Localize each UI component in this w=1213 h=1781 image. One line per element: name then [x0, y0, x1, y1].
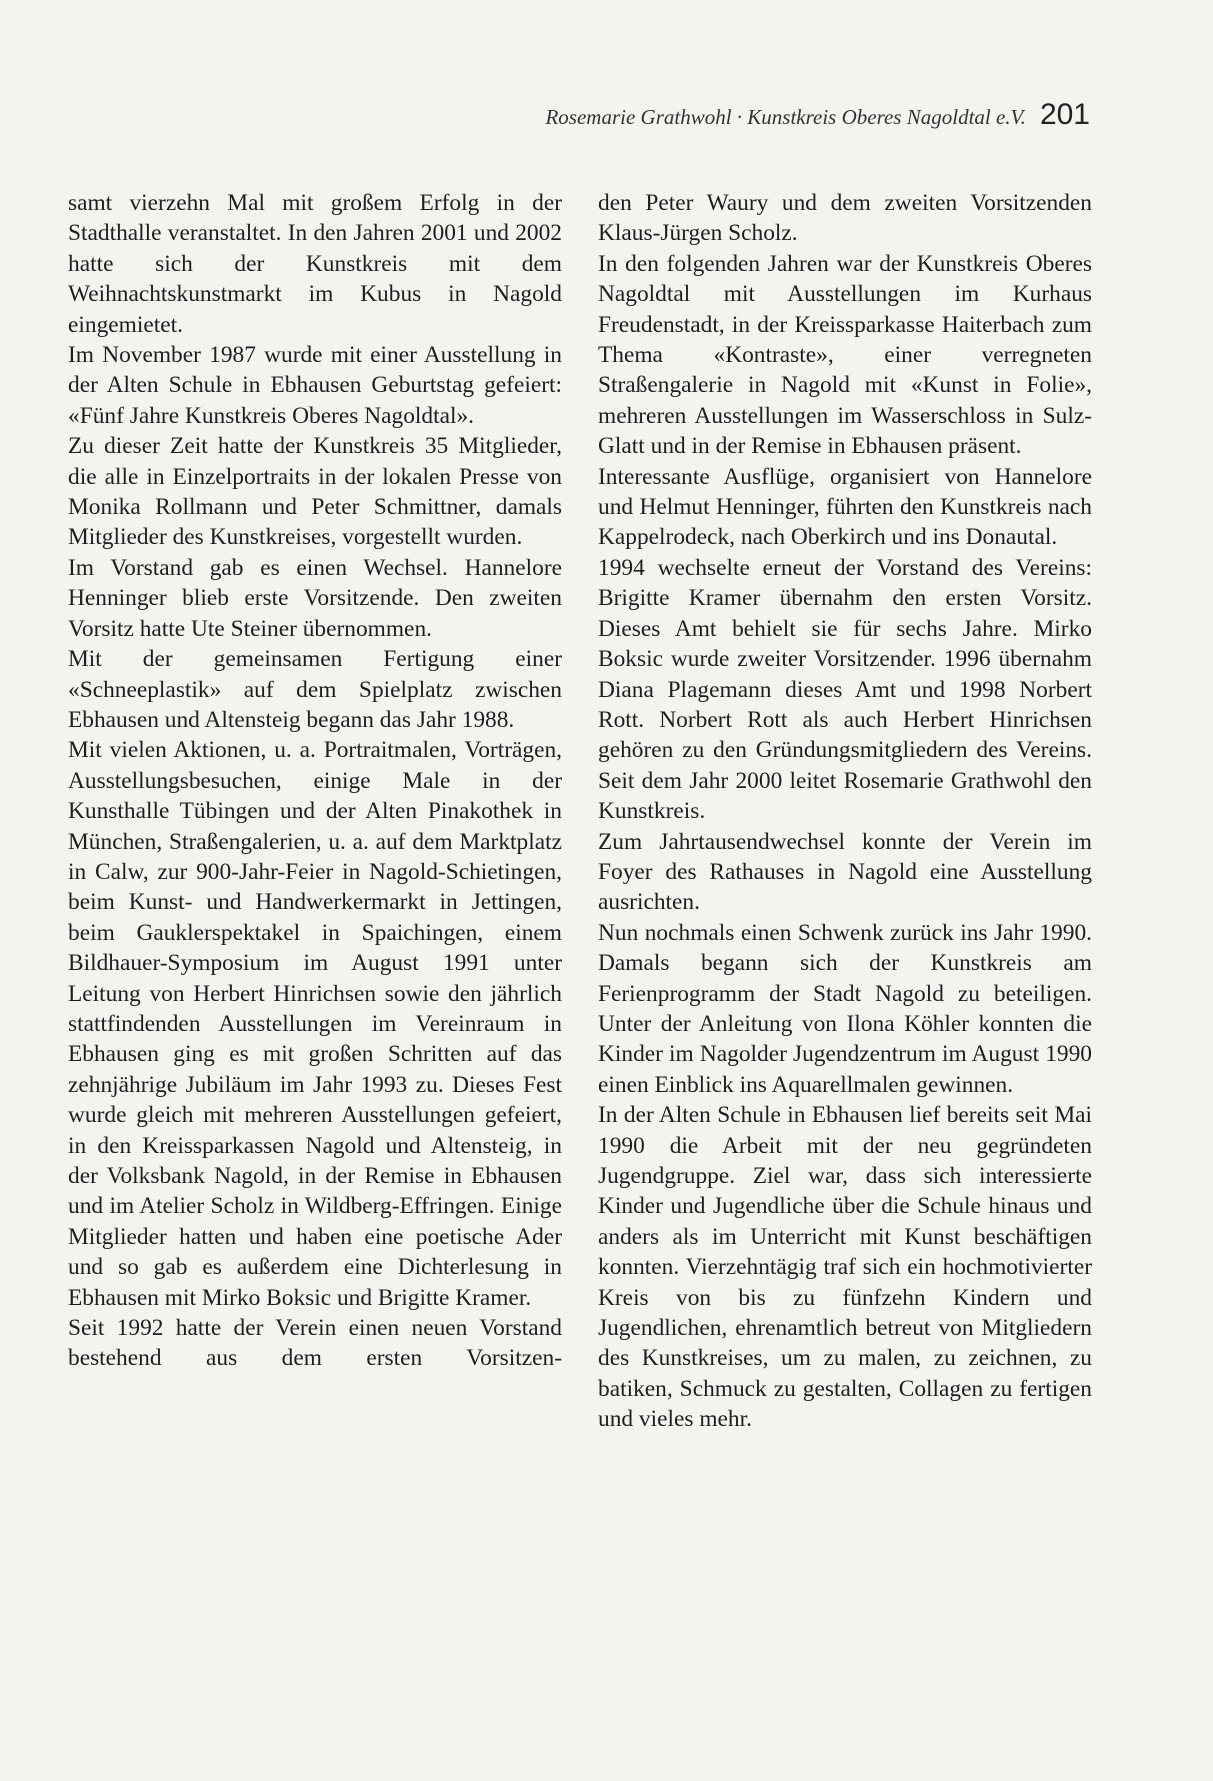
- page-header: [440, 98, 1090, 142]
- paragraph: Mit vielen Aktionen, u. a. Portraitmalen, Vorträgen, Ausstellungsbesuchen, einige Male in der Kunsthalle Tübingen und der Alten Pinakothek in München, Straßengalerien, u. a. auf dem Marktplatz in Calw, zur 900-Jahr-Feier in Nagold-Schietingen, beim Kunst- und Handwerkermarkt in Jettingen, beim Gauklerspektakel in Spaichingen, einem Bildhauer-Symposium im August 1991 unter Leitung von Herbert Hinrichsen sowie den jährlich stattfindenden Ausstellungen im Vereinraum in Ebhausen ging es mit großen Schritten auf das zehnjährige Jubiläum im Jahr 1993 zu. Dieses Fest wurde gleich mit mehreren Ausstellungen gefeiert, in den Kreissparkassen Nagold und Altensteig, in der Volksbank Nagold, in der Remise in Ebhausen und im Atelier Scholz in Wildberg-Effringen. Einige Mitglieder hatten und haben eine poetische Ader und so gab es außerdem eine Dichterlesung in Ebhausen mit Mirko Boksic und Brigitte Kramer.: [68, 737, 562, 1311]
- paragraph: samt vierzehn Mal mit großem Erfolg in der Stadthalle veranstaltet. In den Jahren 2001 und 2002 hatte sich der Kunstkreis mit dem Weihnachtskunstmarkt im Kubus in Nagold eingemietet.: [68, 190, 562, 338]
- paragraph: Zum Jahrtausendwechsel konnte der Verein im Foyer des Rathauses in Nagold eine Ausstellung ausrichten.: [598, 828, 1092, 916]
- paragraph: In der Alten Schule in Ebhausen lief bereits seit Mai 1990 die Arbeit mit der neu gegründeten Jugendgruppe. Ziel war, dass sich interessierte Kinder und Jugendliche über die Schule hinaus und anders als im Unterricht mit Kunst beschäftigen konnten. Vierzehntägig traf sich ein hochmotivierter Kreis von bis zu fünfzehn Kindern und Jugendlichen, ehrenamtlich betreut von Mitgliedern des Kunstkreises, um zu malen, zu zeichnen, zu batiken, Schmuck zu gestalten, Collagen zu fertigen und vieles mehr.: [598, 1102, 1092, 1433]
- left-column: [68, 188, 562, 1374]
- paragraph: Im November 1987 wurde mit einer Ausstellung in der Alten Schule in Ebhausen Geburtstag gefeiert: «Fünf Jahre Kunstkreis Oberes Nagoldtal».: [68, 342, 562, 429]
- paragraph: Nun nochmals einen Schwenk zurück ins Jahr 1990. Damals begann sich der Kunstkreis am Ferienprogramm der Stadt Nagold zu beteiligen. Unter der Anleitung von Ilona Köhler konnten die Kinder im Nagolder Jugendzentrum im August 1990 einen Einblick ins Aquarellmalen gewinnen.: [598, 919, 1092, 1098]
- page-number: 201: [1039, 98, 1090, 131]
- paragraph: Mit der gemeinsamen Fertigung einer «Schneeplastik» auf dem Spielplatz zwischen Ebhausen und Altensteig begann das Jahr 1988.: [68, 646, 562, 733]
- running-head: Rosemarie Grathwohl · Kunstkreis Oberes Nagoldtal e.V.: [545, 105, 1026, 129]
- paragraph: den Peter Waury und dem zweiten Vorsitzenden Klaus-Jürgen Scholz.: [598, 190, 1092, 247]
- paragraph: Zu dieser Zeit hatte der Kunstkreis 35 Mitglieder, die alle in Einzelportraits in der lokalen Presse von Monika Rollmann und Peter Schmittner, damals Mitglieder des Kunstkreises, vorgestellt wurden.: [68, 433, 562, 551]
- paragraph: Seit 1992 hatte der Verein einen neuen Vorstand bestehend aus dem ersten Vorsitzen-: [68, 1315, 562, 1372]
- paragraph: Im Vorstand gab es einen Wechsel. Hannelore Henninger blieb erste Vorsitzende. Den zweiten Vorsitz hatte Ute Steiner übernommen.: [68, 554, 562, 642]
- paragraph: In den folgenden Jahren war der Kunstkreis Oberes Nagoldtal mit Ausstellungen im Kurhaus Freudenstadt, in der Kreissparkasse Haiterbach zum Thema «Kontraste», einer verregneten Straßengalerie in Nagold mit «Kunst in Folie», mehreren Ausstellungen im Wasserschloss in Sulz-Glatt und in der Remise in Ebhausen präsent.: [598, 250, 1092, 460]
- right-column: [598, 188, 1092, 1435]
- paragraph: 1994 wechselte erneut der Vorstand des Vereins: Brigitte Kramer übernahm den ersten Vorsitz. Dieses Amt behielt sie für sechs Jahre. Mirko Boksic wurde zweiter Vorsitzender. 1996 übernahm Diana Plagemann dieses Amt und 1998 Norbert Rott. Norbert Rott als auch Herbert Hinrichsen gehören zu den Gründungsmitgliedern des Vereins. Seit dem Jahr 2000 leitet Rosemarie Grathwohl den Kunstkreis.: [598, 554, 1092, 825]
- paragraph: Interessante Ausflüge, organisiert von Hannelore und Helmut Henninger, führten den Kunstkreis nach Kappelrodeck, nach Oberkirch und ins Donautal.: [598, 463, 1092, 551]
